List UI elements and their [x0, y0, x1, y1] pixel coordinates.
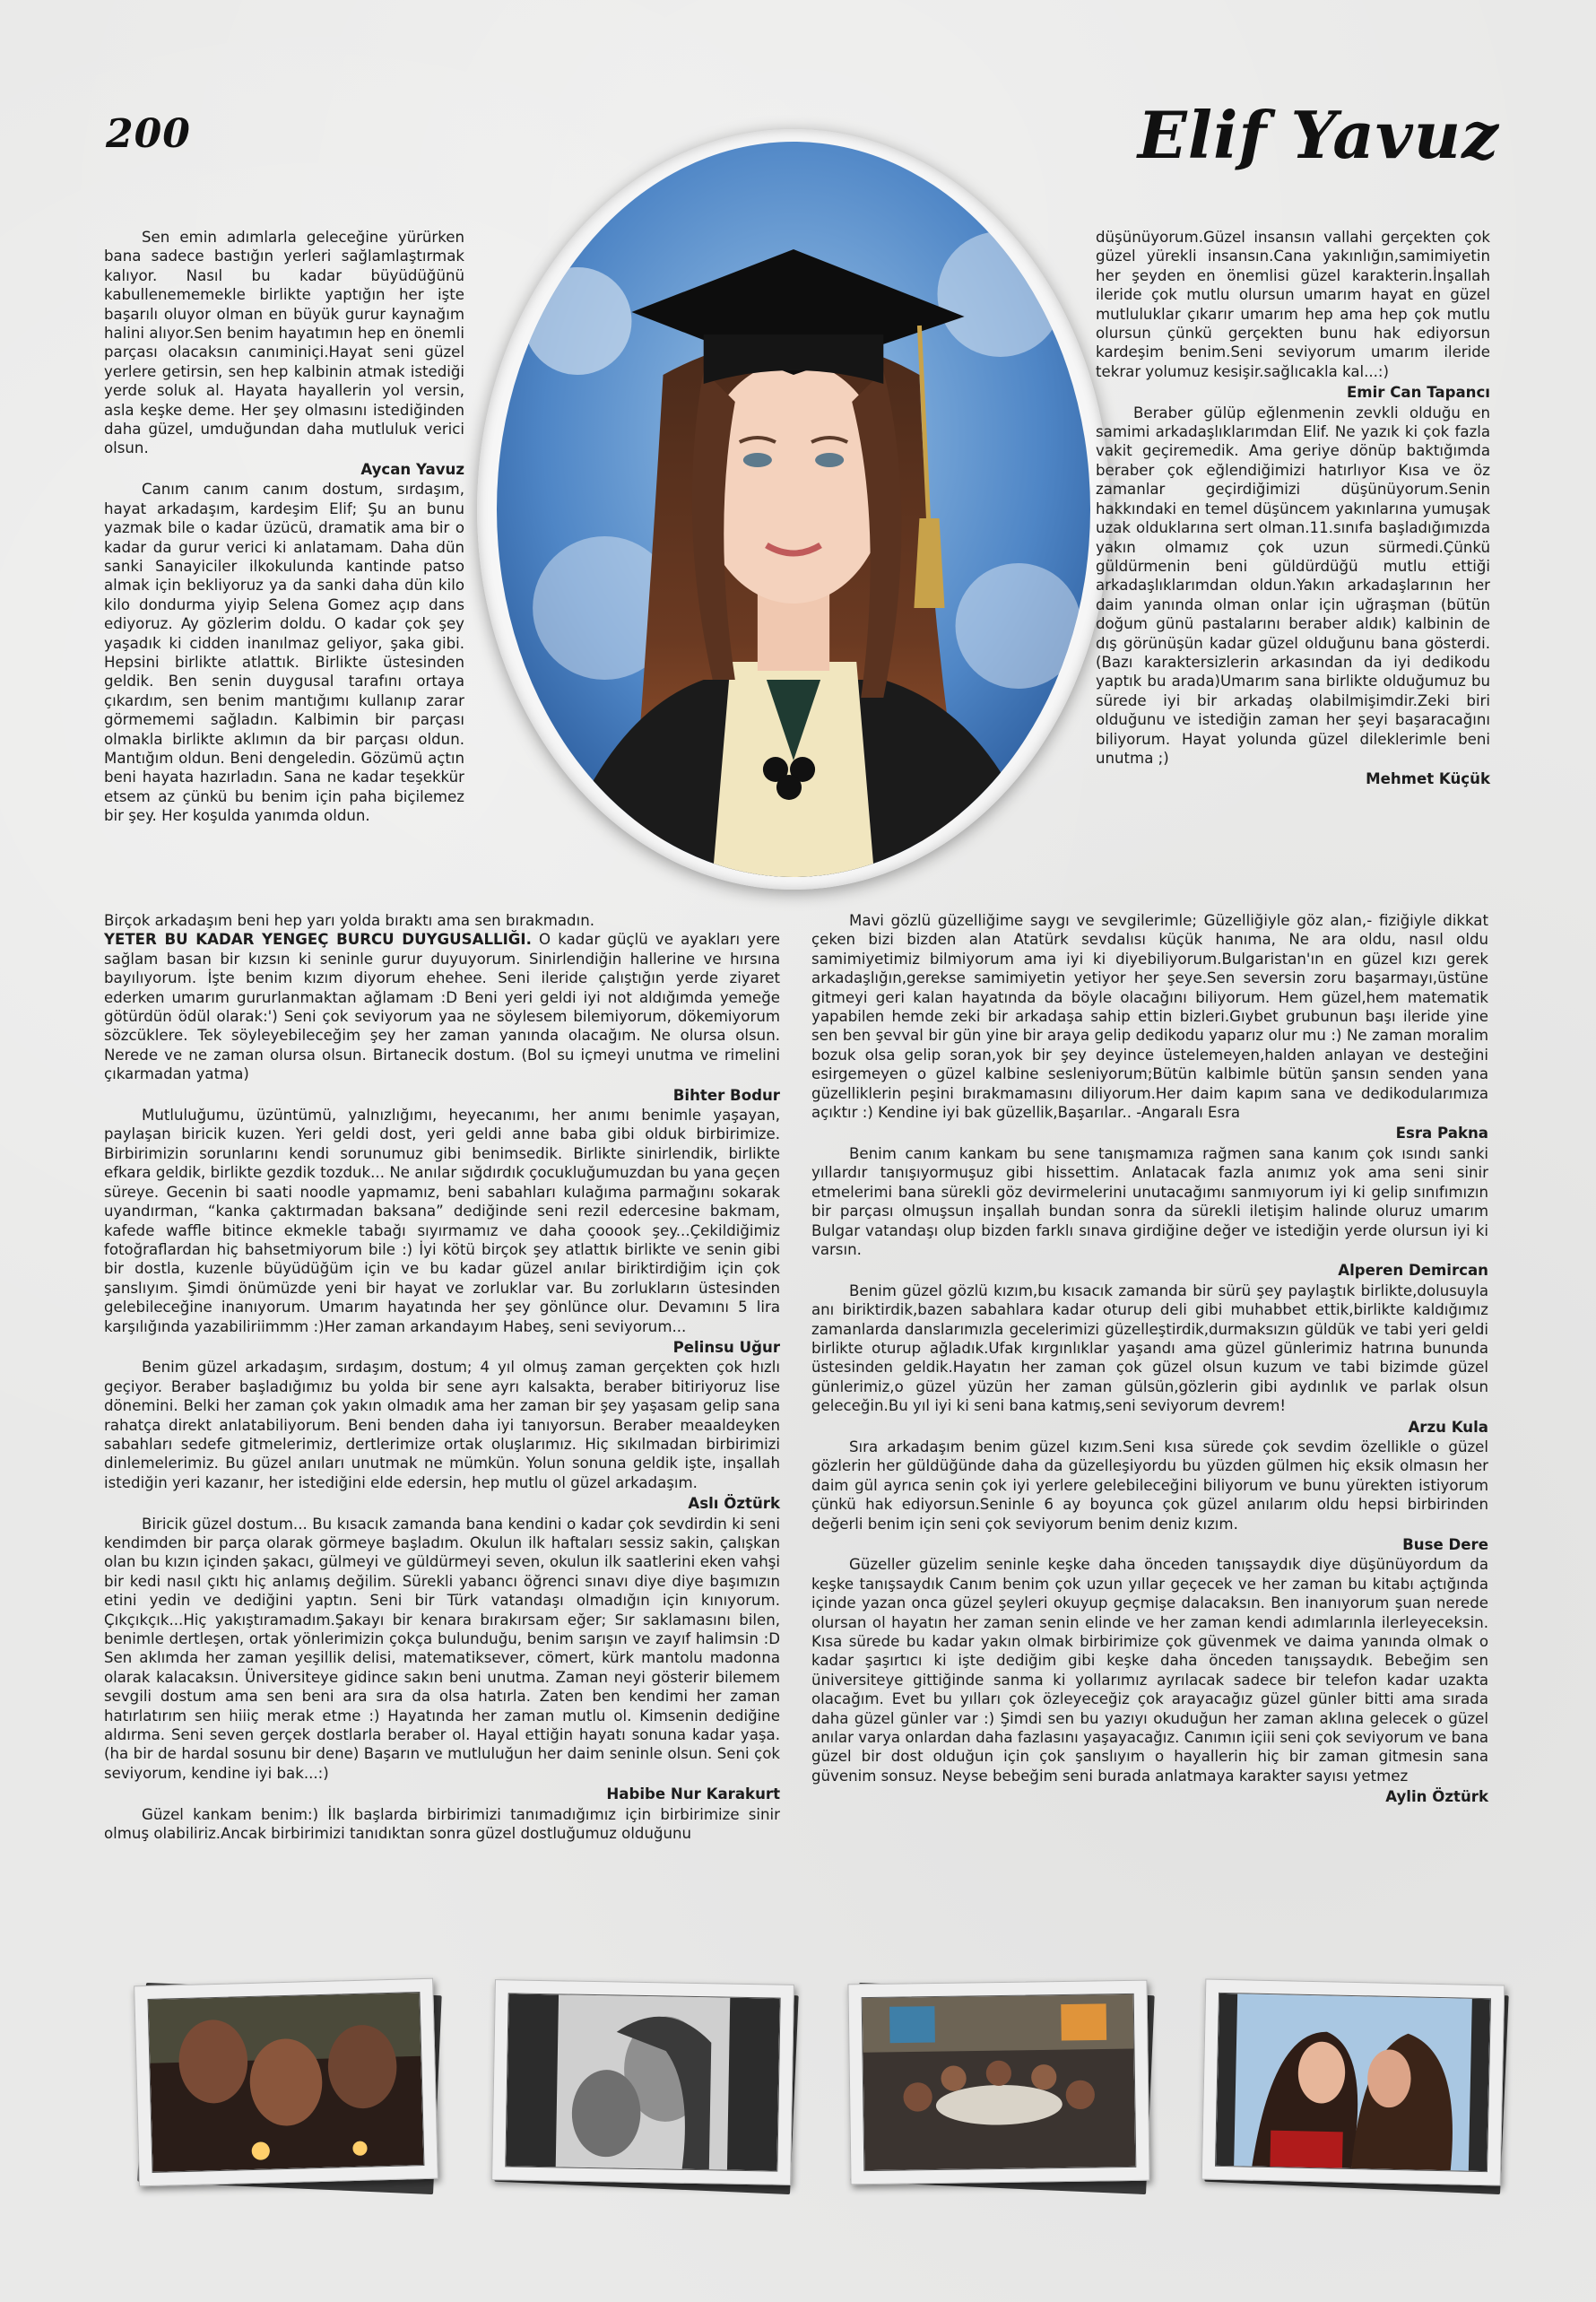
- photo-card-1: [134, 1980, 445, 2192]
- message-text: Canım canım canım dostum, sırdaşım, hayat arkadaşım, kardeşim Elif; Şu an bunu yazmak bile o kadar üzücü, dramatik ama bir o kadar da gurur verici ki anlatamam. Daha dün sanki Sanayiciler ilkokulunda kantinde patso almak için bekliyoruz ya da sanki daha dün kilo kilo dondurma yiyip Selena Gomez açıp dans ediyoruz. Ay gözlerim doldu. O kadar çok şey yaşadık ki cidden inanılmaz geliyor, şaka gibi. Hepsini birlikte atlattık. Birlikte üstesinden geldik. Ben senin duygusal tarafını ortaya çıkardım, sen benim mantığımı kullanıp zarar görmememi sağladın. Kalbimin bir parçası olmakla birlikte aklımın da bir parçası oldun. Mantığım oldun. Beni dengeledin. Gözümü açtın beni hayata hazırladın. Sana ne kadar teşekkür etsem az çünkü bu benim için paha biçilemez bir şey. Her koşulda yanımda oldun.: [104, 481, 464, 825]
- author-signature: Aylin Öztürk: [1385, 1788, 1488, 1806]
- author-signature: Buse Dere: [1402, 1536, 1488, 1553]
- page-number: 200: [106, 111, 191, 157]
- message-text: Biricik güzel dostum... Bu kısacık zamanda bana kendini o kadar çok sevdirdin ki seni kendimden bir parça olarak görmeye başladım. Okulun ilk haftaları sessiz sakin, çalışkan olan bu kızın içinden şakacı, gülmeyi ve güldürmeyi seven, okulun ilk saatlerini eken vahşi bir kedi nasıl çıktı hiç anlamış değilim. Sürekli yabancı öğrenci sınavı diye diye başımızın etini yedin ve dediğini yaptın. Seni bir Türk vatandaşı olmadığın için kınıyorum. Çıkçıkçık...Hiç yakıştıramadım.Şakayı bir kenara bırakırsam eğer; Sır saklamasını bilen, benimle dertleşen, ortak yönlerimizin çokça bulunduğu, benim sarışın ve zayıf halimsin :D Sen aklımda her zaman yeşillik delisi, matematiksever, cömert, kürk mantolu madonna olarak kalacaksın. Üniversiteye gidince sakın beni unutma. Zaman neyi gösterir bilemem sevgili dostum ama sen beni ara sıra da olsa hatırla. Zaten ben kendimi her zaman hatırlatırım sen hiiiç merak etme :) Hayatında her zaman mutlu ol. Kimsenin dediğine aldırma. Seni seven gerçek dostlarla beraber ol. Hayal ettiğin hayatı sonuna kadar yaşa. (ha bir de hardal sosunu bir dene) Başarın ve mutluluğun her daim seninle olsun. Seni çok seviyorum, kendine iyi bak...:): [104, 1515, 780, 1782]
- portrait-frame: [477, 129, 1110, 890]
- message-text: Benim güzel gözlü kızım,bu kısacık zamanda bir sürü şey paylaştık birlikte,dolusuyla anı biriktirdik,bazen sabahlara kadar oturup deli gibi muhabbet ettik,birlikte kaldığımız zamanlarda danslarımızla gecelerimizi güzelleştirdik,durmaksızın güldük ve tabi yeri geldi birlikte oturup ağladık.Ufak kırgınlıklar yaşandı ama güzel günlerimiz hatrına bununda üstesinden geldik.Hayatın her zaman çok güzel olsun kuzum ve tabi bizimde güzel günlerimiz,o güzel yüzün her zaman gülsün,gözlerin gibi aydınlık ve parlak olsun geleceğin.Bu yıl iyi ki seni bana katmış,seni seviyorum devrem!: [811, 1281, 1488, 1415]
- black-white-selfie-photo: [505, 1993, 780, 2171]
- photo-card-4: [1201, 1980, 1512, 2192]
- author-signature: Esra Pakna: [1395, 1125, 1488, 1142]
- message-text: Mutluluğumu, üzüntümü, yalnızlığımı, heyecanımı, her anımı benimle yaşayan, paylaşan biricik kuzen. Yeri geldi dost, yeri geldi anne baba gibi olduk birbirimize. Birbirimizin sorunlarını kendi sorunumuz gibi benimsedik. Birlikte sinirlendik, birlikte efkara geldik, birlikte gezdik tozduk... Ne anılar sığdırdık çocukluğumuzdan bu yana geçen süreye. Gecenin bi saati noodle yapmamız, beni sabahları kulağıma parmağını sokarak uyandırman, “kanka çaktırmadan baksana” dediğinde seni rezil edercesine bakmam, kafede waffle bitince ekmekle tabağı sıyırmamız ve daha çooook şey...Çekildiğimiz fotoğraflardan hiç bahsetmiyorum bile :) İyi kötü birçok şey atlattık birlikte ve senin gibi bir dostla, kuzenle büyüdüğüm için ve bu kadar güzel anılar biriktirdiğim için çok şanslıyım. Şimdi önümüzde yeni bir hayat ve zorluklar var. Bu zorlukların üstesinden gelebileceğine inanıyorum. Umarım hayatında her şey gönlünce olur. Devamını 5 lira karşılığında yazabiliriimmm :)Her zaman arkandayım Habeş, seni seviyorum...: [104, 1107, 780, 1335]
- message-text-part: Birçok arkadaşım beni hep yarı yolda bıraktı ama sen bırakmadın.: [104, 912, 594, 929]
- message-text: Sen emin adımlarla geleceğine yürürken bana sadece bastığın yerleri sağlamlaştırmak kalıyor. Nasıl bu kadar büyüdüğünü kabullenememekle birlikte yaptığın her işte başarılı oluyor olman en büyük gurur kaynağım halini alıyor.Sen benim hayatımın hep en önemli parçası olacaksın canıminiçi.Hayat seni güzel yerlere getirsin, sen hep kalbinin atmak istediği yerde soluk al. Hayata hayallerin yol versin, asla keşke deme. Her şey olmasını istediğinden daha güzel, umduğundan daha mutluluk verici olsun.: [104, 229, 464, 457]
- message-text: düşünüyorum.Güzel insansın vallahi gerçekten çok güzel yürekli insansın.Cana yakınlığın,samimiyetin her şeyden en önemlisi güzel karakterin.İnşallah ileride çok mutlu olursun umarım hayat en güzel mutluluklar çıkarır umarım hep ama hep çok mutlu olursun çünkü gerçekten bunu hak ediyorsun kardeşim benim.Seni seviyorum umarım ileride tekrar yolumuz kesişir.sağlıcakla kal...:): [1096, 229, 1490, 380]
- friends-selfie-night-photo: [148, 1992, 425, 2173]
- student-name-title: Elif Yavuz: [1137, 97, 1499, 173]
- column-right-bottom: [811, 911, 1488, 1808]
- message-text: Güzel kankam benim:) İlk başlarda birbirimizi tanımadığımız için birbirimize sinir olmuş olabiliriz.Ancak birbirimizi tanıdıktan sonra güzel dostluğumuz olduğunu: [104, 1805, 780, 1843]
- photo-card-3: [847, 1980, 1158, 2192]
- photo-card-paper: [134, 1978, 438, 2187]
- photo-card-2: [491, 1980, 802, 2192]
- column-left-top: [104, 228, 464, 826]
- message-caps-text: YETER BU KADAR YENGEÇ BURCU DUYGUSALLIĞI.: [104, 931, 532, 949]
- column-right-top: [1096, 228, 1490, 790]
- author-signature: Bihter Bodur: [672, 1086, 780, 1104]
- message-text: [104, 911, 780, 1084]
- message-text: Sıra arkadaşım benim güzel kızım.Seni kısa sürede çok sevdim özellikle o güzel gözlerin her güldüğünde daha da güzelleşiyordu bu yüzden gülmen hiç eksik olmasın her daim gül ayrıca senin çok iyi yerlere gelebileceğini biliyorum ve bunu yürekten istiyorum çünkü hak ediyorsun.Seninle 6 ay boyunca çok güzel anılarım oldu hepsi birbirinden değerli benim için seni çok seviyorum benim deniz kızım.: [811, 1438, 1488, 1533]
- message-text: Mavi gözlü güzelliğime saygı ve sevgilerimle; Güzelliğiyle göz alan,- fiziğiyle dikkat çeken bizi bizden alan Atatürk sevdalısı küçük hanıma, Ne ara oldu, nasıl oldu samimiyetimiz bilmiyorum ama iyi ki diyebiliyorum.Bulgaristan'ın en güzel kızı gerek arkadaşlığın,gerekse samimiyetin yetiyor her şeye.Sen seversin zoru başarmayı,üstüne gitmeyi geri kalan hayatında da böyle olacağını biliyorum. Hem güzel,hem matematik yapabilen hemde zeki bir arkadaşa sahip ettin bizleri.Gıybet grubunun başı ileride yine sen ben şevval bir gün yine bir araya gelip dedikodu yaparız olur mu :) Ne zaman moralim bozuk olsa gelip soran,yok bir şey deyince üstelemeyen,halden anlayan ve desteğini esirgemeyen o güzel kalbine sesleniyorum;Bütün kalbimle bütün şansın senden yana güzelliklerin peşini bırakmamasını diliyorum.Her daim kapım sana ve dedikodularımıza açıktır :) Kendine iyi bak güzellik,Başarılar.. -Angaralı Esra: [811, 912, 1488, 1122]
- message-text-part: O kadar güçlü ve ayakları yere sağlam basan bir kızsın ki seninle gurur duyuyorum. Sinirlendiğin hallerine ve hırsına bayılıyorum. İşte benim kızım diyorum ehehee. Seni ileride çalıştığın yerde ziyaret ederken umarım gururlanmaktan ağlamam :D Beni yeri geldi iyi not aldığımda yemeğe götürdün ödül olarak:') Seni çok seviyorum yaa ne söylesem bilemiyorum, dökemiyorum sözcüklere. Tek söyleyebileceğim şey her zaman yanında olacağım. Ne olursa olsun. Nerede ve ne zaman olursa olsun. Birtanecik dostum. (Bol su içmeyi unutma ve rimelini çıkarmadan yatma): [104, 931, 780, 1083]
- graduation-portrait-image: [497, 142, 1090, 877]
- author-signature: Mehmet Küçük: [1366, 770, 1490, 788]
- column-left-bottom: [104, 911, 780, 1844]
- author-signature: Alperen Demircan: [1338, 1262, 1488, 1280]
- author-signature: Aycan Yavuz: [360, 460, 464, 478]
- message-text: Güzeller güzelim seninle keşke daha önceden tanışsaydık diye düşünüyordum da keşke tanışsaydık Canım benim çok uzun yıllar geçecek ve her zaman bu kitabı açtığında içinde yazan onca güzel şeyleri okuyup geçmişe dalacaksın. Ben inanıyorum şuan nerede olursan ol hayatın her zaman senin elinde ve her zaman kendi adımlarınla ilerleyeceksin. Kısa sürede bu kadar yakın olmak birbirimize çok güvenmek ve daima yanında olmak o kadar şaşırtıcı ki işte dediğim gibi keşke daha önceden tanışsaydık. Bebeğim sen üniversiteye gittiğinde sanma ki yollarımız ayrılacak sadece bir telefon kadar uzakta olacağım. Evet bu yılları çok özleyeceğiz çok arayacağız güzel günler bitti ama sırada daha güzel günler var :) Şimdi sen bu yazıyı okuduğun her zaman aklına gelecek o güzel anılar varya onlardan daha fazlasını yaşayacağız. Canımın içiii seni çok seviyorum ve bana güzel bir dost olduğun için çok şanslıyım o hayallerin hiç bir zaman gitmesin sana güvenim sonsuz. Neyse bebeğim seni burada anlatmaya karakter sayısı yetmez: [811, 1556, 1488, 1785]
- photo-card-paper: [847, 1980, 1149, 2185]
- author-signature: Arzu Kula: [1408, 1418, 1488, 1436]
- author-signature: Emir Can Tapancı: [1346, 384, 1490, 402]
- message-text: Beraber gülüp eğlenmenin zevkli olduğu en samimi arkadaşlıklarımdan Elif. Ne yazık ki çok fazla vakit geçiremedik. Ama geriye dönüp baktığımda beraber çok eğlendiğimizi hatırlıyor Kısa ve öz zamanlar geçirdiğimizi düşünüyorum.Senin hakkındaki en temel düşüncem yakınlarına yumuşak uzak olduklarına sert olman.11.sınıfa başladığımızda yakın olmamız çok uzun sürmedi.Çünkü güldürmenin beni güldürdüğü mutlu ettiği arkadaşlıklarımdan oldun.Yakın arkadaşlarının her daim yanında olman onlar için uğraşman (bütün doğum günü pastalarını beraber aldık) kalbinin de dış görünüşün kadar güzel olduğunu bana gösterdi.(Bazı karaktersizlerin arkasından da iyi dedikodu yaptık bu arada)Umarım sana birlikte olduğumuz bu sürede iyi bir arkadaş olabilmişimdir.Zeki biri olduğunu ve istediğin zaman her şeyi başaracağını biliyorum. Hayat yolunda güzel dileklerimle beni unutma ;): [1096, 404, 1490, 767]
- author-signature: Aslı Öztürk: [688, 1495, 780, 1513]
- message-text: Benim canım kankam bu sene tanışmamıza rağmen sana kanım çok ısındı sanki yıllardır tanışıyormuşuz gibi hissettim. Anlatacak fazla anımız yok ama seni sinir etmelerimi bana sürekli göz devirmelerini unutacağımı sanmıyorum iyi ki gelip sınıfımızın bir parçası olmuşsun inşallah bundan sonra da sürekli iletişim halinde oluruz umarım Bulgar vatandaşı olup bizden farklı sınava girdiğine değer ve istediğin yerde olursun iyi ki varsın.: [811, 1144, 1488, 1258]
- author-signature: Habibe Nur Karakurt: [606, 1785, 780, 1803]
- group-dinner-photo: [862, 1994, 1137, 2171]
- two-friends-kiss-photo: [1215, 1993, 1491, 2172]
- photo-card-paper: [491, 1979, 794, 2185]
- message-text: Benim güzel arkadaşım, sırdaşım, dostum; 4 yıl olmuş zaman gerçekten çok hızlı geçiyor. Beraber başladığımız bu yolda bir sene ayrı kalsakta, beraber bitiriyoruz lise dönemini. Belki her zaman çok yakın olmadık ama her zaman bir şey yaşasam gelip sana rahatça direkt anlatabiliyorum. Beni benden daha iyi tanıyorsun. Beraber meaaldeyken sabahları sedefe gitmelerimiz, dertlerimize ortak oluşlarımız. Hiç sıkılmadan birbirimizi dinlemelerimiz. Bu güzel anıları unutmak ne mümkün. Yolun sonuna geldik işte, inşallah istediğin yeri kazanır, her istediğini elde edersin, hep mutlu ol güzel arkadaşım.: [104, 1359, 780, 1491]
- author-signature: Pelinsu Uğur: [672, 1338, 780, 1356]
- photo-card-paper: [1201, 1979, 1505, 2186]
